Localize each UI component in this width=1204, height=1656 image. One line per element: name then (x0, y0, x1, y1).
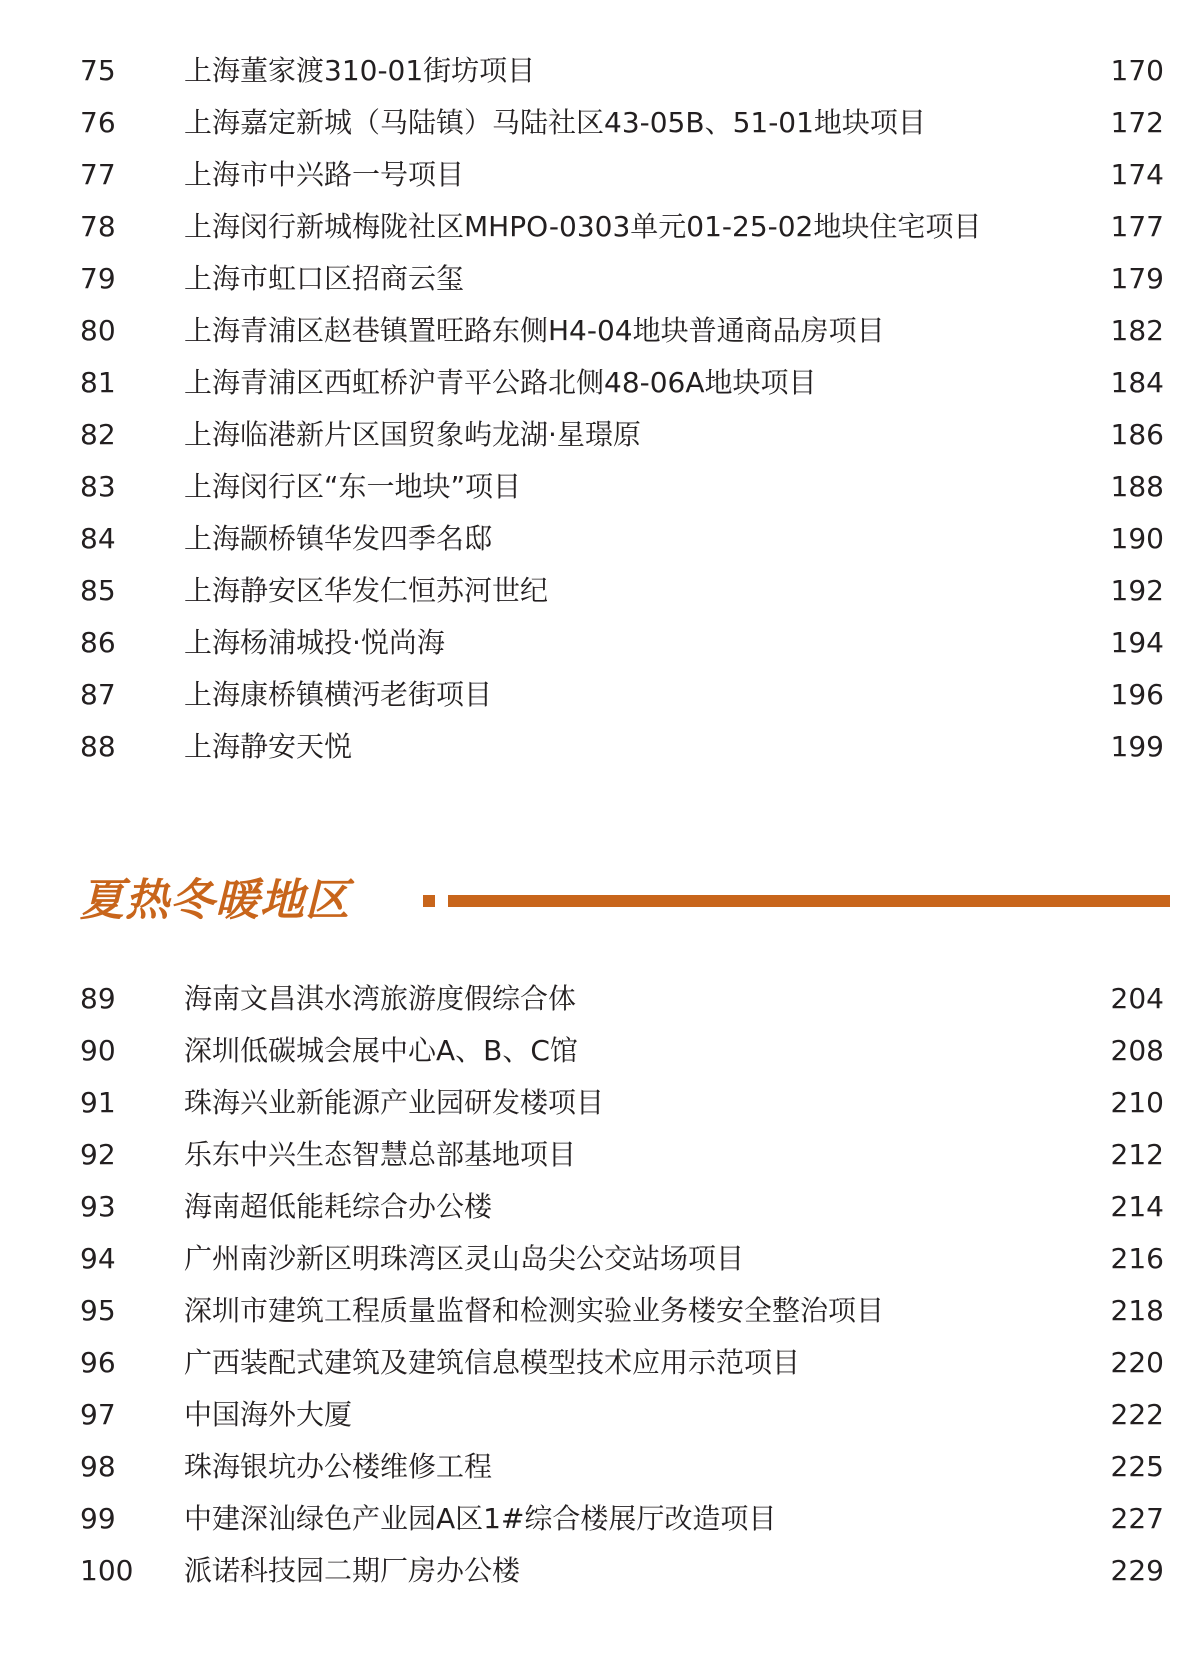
entry-title: 中国海外大厦 (184, 1398, 353, 1431)
toc-entry[interactable] (0, 1545, 1204, 1597)
toc-list-shanghai (0, 45, 1204, 773)
toc-entry[interactable] (0, 1077, 1204, 1129)
entry-title: 乐东中兴生态智慧总部基地项目 (184, 1138, 577, 1171)
entry-number: 81 (80, 366, 116, 399)
entry-number: 84 (80, 522, 116, 555)
entry-title: 海南超低能耗综合办公楼 (184, 1190, 493, 1223)
entry-number: 82 (80, 418, 116, 451)
entry-number: 77 (80, 158, 116, 191)
toc-entry[interactable] (0, 1389, 1204, 1441)
entry-page: 186 (1110, 418, 1164, 451)
entry-number: 86 (80, 626, 116, 659)
entry-page: 222 (1110, 1398, 1164, 1431)
entry-title: 珠海银坑办公楼维修工程 (184, 1450, 493, 1483)
entry-number: 85 (80, 574, 116, 607)
entry-page: 192 (1110, 574, 1164, 607)
entry-page: 188 (1110, 470, 1164, 503)
entry-title: 深圳低碳城会展中心A、B、C馆 (184, 1034, 578, 1067)
entry-title: 上海闵行新城梅陇社区MHPO-0303单元01-25-02地块住宅项目 (184, 210, 982, 243)
toc-entry[interactable] (0, 305, 1204, 357)
entry-page: 196 (1110, 678, 1164, 711)
entry-title: 上海嘉定新城（马陆镇）马陆社区43-05B、51-01地块项目 (184, 106, 926, 139)
entry-page: 208 (1110, 1034, 1164, 1067)
entry-page: 177 (1110, 210, 1164, 243)
section-header (80, 868, 1170, 934)
entry-number: 97 (80, 1398, 116, 1431)
entry-title: 上海康桥镇横沔老街项目 (184, 678, 493, 711)
entry-number: 94 (80, 1242, 116, 1275)
entry-number: 76 (80, 106, 116, 139)
entry-title: 上海青浦区西虹桥沪青平公路北侧48-06A地块项目 (184, 366, 817, 399)
entry-title: 中建深汕绿色产业园A区1#综合楼展厅改造项目 (184, 1502, 777, 1535)
entry-title: 珠海兴业新能源产业园研发楼项目 (184, 1086, 605, 1119)
toc-entry[interactable] (0, 1285, 1204, 1337)
entry-number: 75 (80, 54, 116, 87)
entry-title: 上海颛桥镇华发四季名邸 (184, 522, 493, 555)
entry-page: 220 (1110, 1346, 1164, 1379)
entry-page: 212 (1110, 1138, 1164, 1171)
entry-number: 89 (80, 982, 116, 1015)
entry-title: 上海青浦区赵巷镇置旺路东侧H4-04地块普通商品房项目 (184, 314, 885, 347)
entry-number: 83 (80, 470, 116, 503)
entry-page: 214 (1110, 1190, 1164, 1223)
entry-number: 79 (80, 262, 116, 295)
entry-title: 广西装配式建筑及建筑信息模型技术应用示范项目 (184, 1346, 801, 1379)
entry-number: 93 (80, 1190, 116, 1223)
toc-entry[interactable] (0, 617, 1204, 669)
entry-page: 184 (1110, 366, 1164, 399)
toc-entry[interactable] (0, 721, 1204, 773)
toc-entry[interactable] (0, 1181, 1204, 1233)
toc-entry[interactable] (0, 45, 1204, 97)
toc-entry[interactable] (0, 1337, 1204, 1389)
entry-number: 87 (80, 678, 116, 711)
entry-number: 88 (80, 730, 116, 763)
entry-page: 179 (1110, 262, 1164, 295)
entry-title: 上海市虹口区招商云玺 (184, 262, 465, 295)
entry-number: 78 (80, 210, 116, 243)
entry-page: 210 (1110, 1086, 1164, 1119)
toc-list-hot-summer (0, 973, 1204, 1597)
toc-entry[interactable] (0, 201, 1204, 253)
header-accent-dot (423, 895, 435, 907)
entry-title: 上海杨浦城投·悦尚海 (184, 626, 445, 659)
toc-entry[interactable] (0, 1441, 1204, 1493)
toc-entry[interactable] (0, 1233, 1204, 1285)
entry-page: 190 (1110, 522, 1164, 555)
toc-entry[interactable] (0, 409, 1204, 461)
entry-title: 上海静安区华发仁恒苏河世纪 (184, 574, 549, 607)
entry-title: 派诺科技园二期厂房办公楼 (184, 1554, 521, 1587)
toc-entry[interactable] (0, 149, 1204, 201)
toc-entry[interactable] (0, 669, 1204, 721)
entry-page: 225 (1110, 1450, 1164, 1483)
toc-entry[interactable] (0, 565, 1204, 617)
toc-entry[interactable] (0, 1493, 1204, 1545)
entry-page: 182 (1110, 314, 1164, 347)
entry-title: 上海静安天悦 (184, 730, 353, 763)
entry-page: 172 (1110, 106, 1164, 139)
toc-entry[interactable] (0, 973, 1204, 1025)
entry-page: 229 (1110, 1554, 1164, 1587)
toc-entry[interactable] (0, 461, 1204, 513)
entry-number: 91 (80, 1086, 116, 1119)
entry-number: 99 (80, 1502, 116, 1535)
toc-entry[interactable] (0, 513, 1204, 565)
entry-number: 100 (80, 1554, 134, 1587)
entry-page: 216 (1110, 1242, 1164, 1275)
entry-page: 227 (1110, 1502, 1164, 1535)
entry-page: 194 (1110, 626, 1164, 659)
entry-page: 204 (1110, 982, 1164, 1015)
toc-entry[interactable] (0, 1129, 1204, 1181)
entry-page: 199 (1110, 730, 1164, 763)
header-accent-bar (448, 895, 1170, 907)
toc-entry[interactable] (0, 97, 1204, 149)
entry-number: 98 (80, 1450, 116, 1483)
entry-title: 深圳市建筑工程质量监督和检测实验业务楼安全整治项目 (184, 1294, 885, 1327)
entry-title: 上海董家渡310-01街坊项目 (184, 54, 536, 87)
entry-number: 95 (80, 1294, 116, 1327)
entry-page: 170 (1110, 54, 1164, 87)
entry-title: 上海闵行区“东一地块”项目 (184, 470, 522, 503)
entry-title: 广州南沙新区明珠湾区灵山岛尖公交站场项目 (184, 1242, 745, 1275)
section-title: 夏热冬暖地区 (80, 875, 350, 926)
entry-number: 80 (80, 314, 116, 347)
entry-title: 上海市中兴路一号项目 (184, 158, 465, 191)
entry-number: 90 (80, 1034, 116, 1067)
entry-title: 上海临港新片区国贸象屿龙湖·星璟原 (184, 418, 641, 451)
entry-page: 174 (1110, 158, 1164, 191)
entry-page: 218 (1110, 1294, 1164, 1327)
entry-title: 海南文昌淇水湾旅游度假综合体 (184, 982, 577, 1015)
entry-number: 96 (80, 1346, 116, 1379)
entry-number: 92 (80, 1138, 116, 1171)
toc-entry[interactable] (0, 1025, 1204, 1077)
toc-entry[interactable] (0, 357, 1204, 409)
toc-entry[interactable] (0, 253, 1204, 305)
